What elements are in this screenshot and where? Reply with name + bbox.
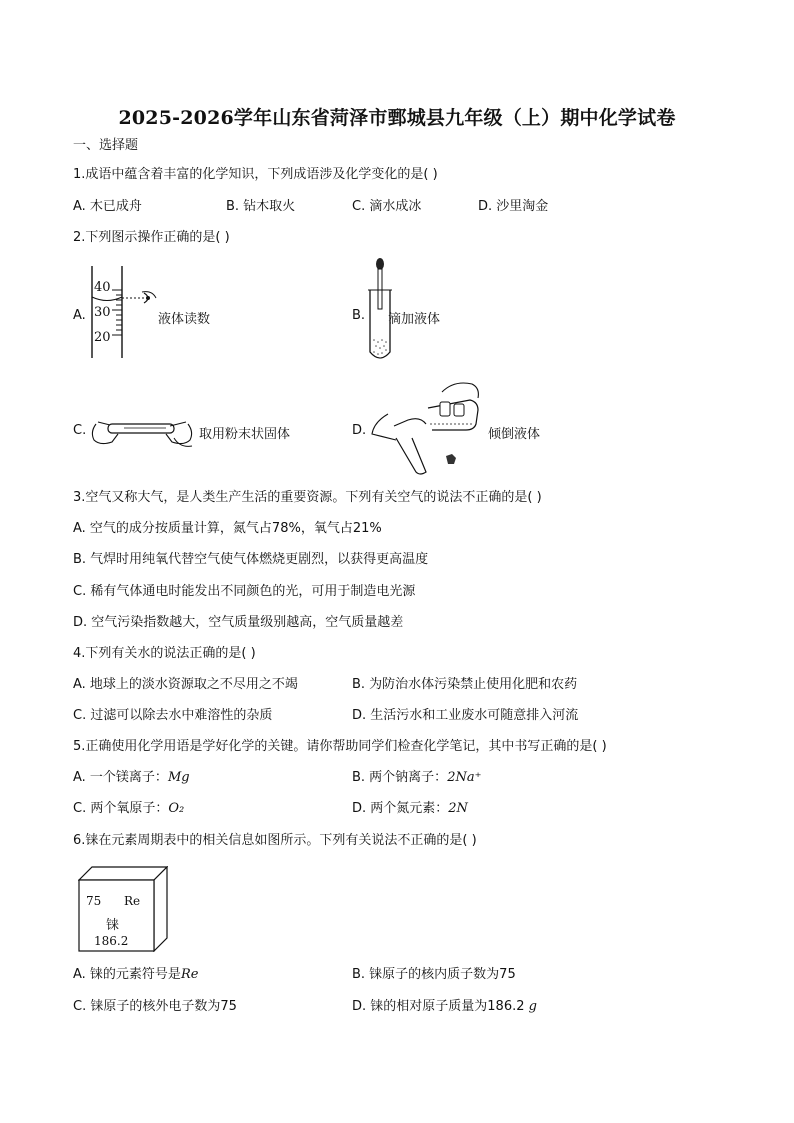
page-title: 2025-2026学年山东省菏泽市鄄城县九年级（上）期中化学试卷 [118,107,676,129]
question-2-stem: 2.下列图示操作正确的是( ) [73,230,230,245]
question-2-option-a-label: 液体读数 [158,312,211,327]
question-5-option-a-text: A. 一个镁离子： [73,770,168,785]
question-5-option-c [73,801,184,817]
question-6-option-a-text: A. 铼的元素符号是 [73,967,181,982]
question-4-option-c: C. 过滤可以除去水中难溶性的杂质 [73,708,273,723]
question-6-option-b: B. 铼原子的核内质子数为75 [352,967,516,982]
question-1-option-b: B. 钻木取火 [226,199,296,214]
question-2-option-b-letter: B. [352,308,366,323]
question-6-option-d [352,999,537,1015]
question-2-option-c-label: 取用粉末状固体 [199,427,291,442]
question-6-option-d-text: D. 铼的相对原子质量为186.2 [352,999,529,1014]
question-6-option-c: C. 铼原子的核外电子数为75 [73,999,237,1014]
question-3-option-a: A. 空气的成分按质量计算，氮气占78%，氧气占21% [73,521,382,536]
question-5-option-b [352,770,481,786]
question-4-stem: 4.下列有关水的说法正确的是( ) [73,646,256,661]
question-5-option-d-text: D. 两个氮元素： [352,801,449,816]
question-5-option-a-formula: Mg [167,770,190,785]
question-6-option-d-unit: g [528,999,537,1014]
question-5-option-d-formula: 2N [448,801,468,816]
powder-trough-figure [88,404,196,452]
question-5-option-c-formula: O₂ [168,801,185,816]
question-1-option-c: C. 滴水成冰 [352,199,422,214]
question-5-option-c-text: C. 两个氧原子： [73,801,169,816]
question-3-option-d: D. 空气污染指数越大，空气质量级别越高，空气质量越差 [73,615,404,630]
question-4-option-a: A. 地球上的淡水资源取之不尽用之不竭 [73,677,298,692]
element-atomic-number: 75 [86,894,102,908]
question-3-option-b: B. 气焊时用纯氧代替空气使气体燃烧更剧烈，以获得更高温度 [73,552,429,567]
scale-mark-40: 40 [94,280,111,295]
question-2-option-d-letter: D. [352,423,367,438]
question-2-option-c-letter: C. [73,423,87,438]
question-6-option-a [73,967,198,983]
question-3-stem: 3.空气又称大气，是人类生产生活的重要资源。下列有关空气的说法不正确的是( ) [73,490,542,505]
scale-mark-20: 20 [94,330,111,345]
question-6-stem: 6.铼在元素周期表中的相关信息如图所示。下列有关说法不正确的是( ) [73,833,477,848]
section-heading: 一、选择题 [73,138,139,153]
question-5-option-a [73,770,190,786]
question-2-option-b-label: 滴加液体 [388,312,441,327]
element-symbol: Re [124,894,141,908]
element-name: 铼 [106,918,120,933]
question-5-option-d [352,801,468,817]
question-5-option-b-formula: 2Na⁺ [447,770,482,785]
question-1-option-d: D. 沙里淘金 [478,199,549,214]
scale-mark-30: 30 [94,305,111,320]
question-6-option-a-formula: Re [180,967,199,982]
question-4-option-b: B. 为防治水体污染禁止使用化肥和农药 [352,677,578,692]
element-atomic-mass: 186.2 [94,934,129,948]
question-3-option-c: C. 稀有气体通电时能发出不同颜色的光，可用于制造电光源 [73,584,416,599]
pouring-liquid-figure [368,378,490,478]
question-1-option-a: A. 木已成舟 [73,199,142,214]
question-5-stem: 5.正确使用化学用语是学好化学的关键。请你帮助同学们检查化学笔记，其中书写正确的是( ) [73,739,607,754]
question-5-option-b-text: B. 两个钠离子： [352,770,448,785]
question-2-option-d-label: 倾倒液体 [488,427,541,442]
question-4-option-d: D. 生活污水和工业废水可随意排入河流 [352,708,579,723]
question-1-stem: 1.成语中蕴含着丰富的化学知识，下列成语涉及化学变化的是( ) [73,167,438,182]
question-2-option-a-letter: A. [73,308,86,323]
element-cell-figure [78,866,168,952]
